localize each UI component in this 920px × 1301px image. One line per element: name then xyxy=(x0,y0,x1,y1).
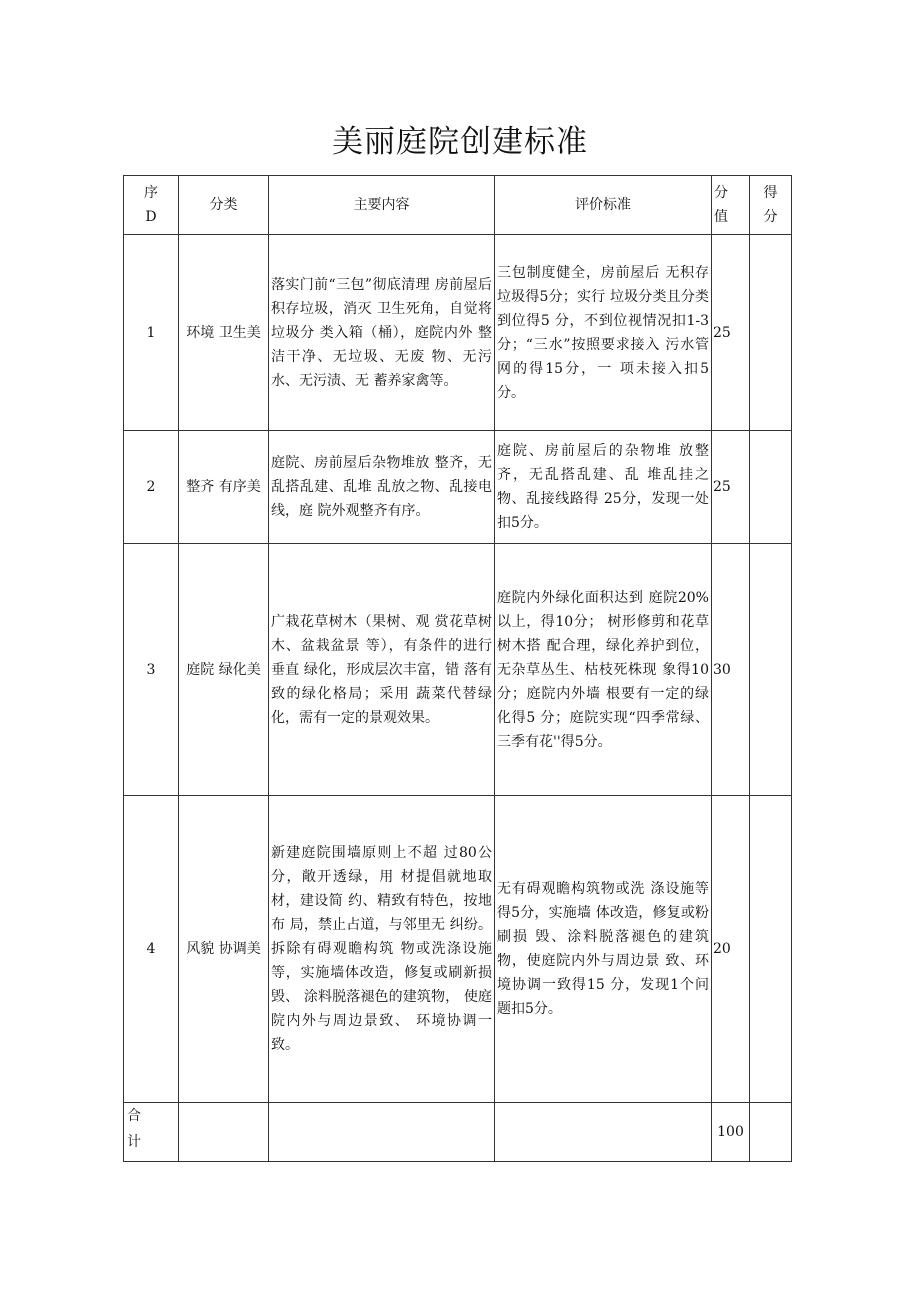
row-score xyxy=(750,544,792,796)
header-criteria: 评价标准 xyxy=(495,176,712,235)
total-points: 100 xyxy=(712,1103,750,1162)
row-index: 3 xyxy=(124,544,179,796)
header-category: 分类 xyxy=(179,176,269,235)
row-criteria: 庭院、房前屋后的杂物堆 放整齐，无乱搭乱建、乱 堆乱挂之物、乱接线路得 25分，发现一处扣5分。 xyxy=(495,431,712,544)
row-category: 环境 卫生美 xyxy=(179,235,269,431)
table-row xyxy=(124,431,792,544)
total-label: 合 计 xyxy=(124,1103,179,1162)
row-points: 25 xyxy=(712,431,750,544)
row-index: 1 xyxy=(124,235,179,431)
row-content: 新建庭院围墙原则上不超 过80公分，敞开透绿，用 材提倡就地取材，建设简 约、精致有特色，按地布 局，禁止占道，与邻里无 纠纷。拆除有碍观瞻构筑 物或洗涤设施等，实施墙体改造，修复或刷新损毁、 涂料脱落褪色的建筑物， 使庭院内外与周边景致、 环境协调一致。 xyxy=(269,796,495,1103)
row-score xyxy=(750,796,792,1103)
row-index: 4 xyxy=(124,796,179,1103)
total-empty-content xyxy=(269,1103,495,1162)
row-points: 25 xyxy=(712,235,750,431)
row-criteria: 无有碍观瞻构筑物或洗 涤设施等得5分，实施墙 体改造，修复或粉刷损 毁、涂料脱落褪色的建筑 物，使庭院内外与周边景 致、环境协调一致得15 分，发现1个问题扣5分。 xyxy=(495,796,712,1103)
total-row xyxy=(124,1103,792,1162)
row-category: 风貌 协调美 xyxy=(179,796,269,1103)
row-points: 30 xyxy=(712,544,750,796)
header-score: 得 分 xyxy=(750,176,792,235)
row-content: 落实门前“三包”彻底清理 房前屋后积存垃圾，消灭 卫生死角，自觉将垃圾分 类入箱（桶），庭院内外 整洁干净、无垃圾、无废 物、无污水、无污渍、无 蓄养家禽等。 xyxy=(269,235,495,431)
header-content: 主要内容 xyxy=(269,176,495,235)
standards-table xyxy=(123,175,792,1162)
row-score xyxy=(750,431,792,544)
row-index: 2 xyxy=(124,431,179,544)
row-criteria: 庭院内外绿化面积达到 庭院20%以上，得10分； 树形修剪和花草树木搭 配合理，绿化养护到位， 无杂草丛生、枯枝死株现 象得10分；庭院内外墙 根要有一定的绿化得5 分；庭院实现“四季常绿、 三季有花''得5分。 xyxy=(495,544,712,796)
header-row xyxy=(124,176,792,235)
row-score xyxy=(750,235,792,431)
page-title: 美丽庭院创建标准 xyxy=(332,124,588,160)
total-empty-criteria xyxy=(495,1103,712,1162)
row-content: 庭院、房前屋后杂物堆放 整齐，无乱搭乱建、乱堆 乱放之物、乱接电线，庭 院外观整齐有序。 xyxy=(269,431,495,544)
row-category: 庭院 绿化美 xyxy=(179,544,269,796)
row-criteria: 三包制度健全，房前屋后 无积存垃圾得5分；实行 垃圾分类且分类到位得5 分，不到位视情况扣1-3 分；“三水”按照要求接入 污水管网的得15分，一 项未接入扣5分。 xyxy=(495,235,712,431)
table-row xyxy=(124,235,792,431)
header-index: 序 D xyxy=(124,176,179,235)
row-content: 广栽花草树木（果树、观 赏花草树木、盆栽盆景 等），有条件的进行垂直 绿化，形成层次丰富，错 落有致的绿化格局；采用 蔬菜代替绿化，需有一定的景观效果。 xyxy=(269,544,495,796)
total-empty-category xyxy=(179,1103,269,1162)
row-points: 20 xyxy=(712,796,750,1103)
row-category: 整齐 有序美 xyxy=(179,431,269,544)
table-row xyxy=(124,544,792,796)
table-row xyxy=(124,796,792,1103)
total-score xyxy=(750,1103,792,1162)
header-points: 分 值 xyxy=(712,176,750,235)
